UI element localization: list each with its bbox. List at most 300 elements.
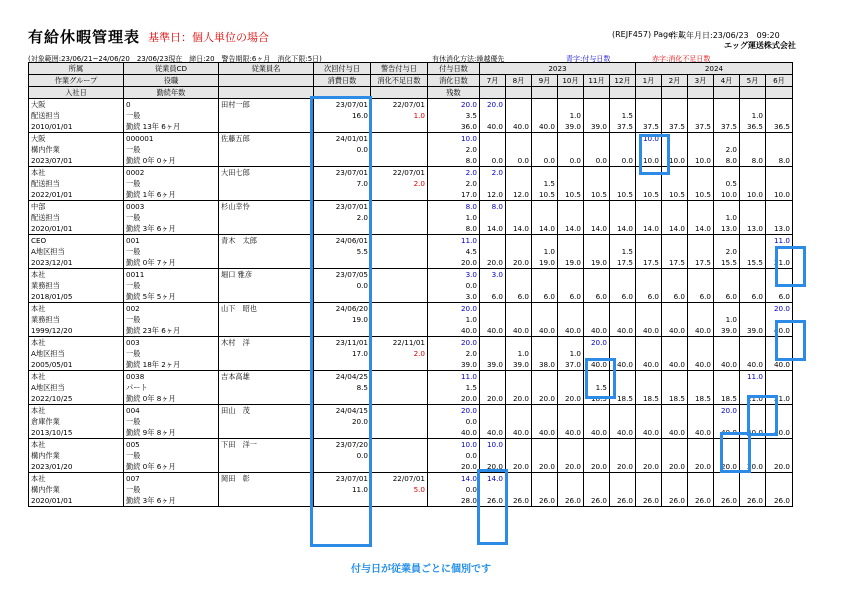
month-grant [662,371,688,383]
month-used [480,280,506,291]
month-used [480,314,506,325]
month-used [662,246,688,257]
month-remaining: 26.0 [610,495,636,507]
blank-cell [219,450,314,461]
dept: 大阪 [29,99,124,111]
month-grant [740,201,766,213]
month-grant [714,439,740,451]
digested-days: 1.0 [428,314,480,325]
month-grant [584,201,610,213]
employee-name: 佐藤五郎 [219,133,314,145]
month-grant [584,303,610,315]
month-grant [506,303,532,315]
dept: 中部 [29,201,124,213]
month-remaining: 17.5 [636,257,662,269]
month-grant [740,235,766,247]
month-used [532,144,558,155]
month-remaining: 40.0 [662,359,688,371]
month-header-blank [532,87,558,99]
grant-days: 11.0 [428,235,480,247]
month-header: 3月 [688,75,714,87]
month-used [740,450,766,461]
month-grant: 20.0 [584,337,610,349]
month-used [662,484,688,495]
month-grant [766,133,793,145]
position: 一般 [124,110,219,121]
employee-row [29,223,793,235]
month-used [688,144,714,155]
month-grant [558,99,584,111]
month-used [766,280,793,291]
month-used [740,212,766,223]
month-header-blank [480,87,506,99]
employee-row [29,405,793,417]
month-grant [688,167,714,179]
month-used [714,416,740,427]
month-grant [610,201,636,213]
month-grant [506,337,532,349]
next-grant-date: 23/07/01 [314,167,371,179]
blank-cell [371,155,428,167]
dept: 大阪 [29,133,124,145]
col-header-digested-days: 消化日数 [428,75,480,87]
month-remaining: 18.5 [688,393,714,405]
employee-name: 下田 洋一 [219,439,314,451]
blank-cell [371,291,428,303]
month-remaining: 40.0 [610,359,636,371]
month-grant [610,99,636,111]
grant-days: 3.0 [428,269,480,281]
report-id: (REJF457) Page: 1 [612,30,684,39]
position: 一般 [124,280,219,291]
employee-name: 田山 茂 [219,405,314,417]
month-used [610,382,636,393]
grant-days: 10.0 [428,439,480,451]
month-remaining: 36.5 [766,121,793,133]
month-used [636,416,662,427]
warning-grant-date: 22/11/01 [371,337,428,349]
month-grant [740,439,766,451]
col-header-dept: 所属 [29,63,124,75]
month-used [740,382,766,393]
blank-cell [219,212,314,223]
month-grant [662,235,688,247]
table-body [29,99,793,507]
month-remaining: 14.0 [558,223,584,235]
warning-grant-date: 22/07/01 [371,473,428,485]
month-remaining: 10.5 [662,189,688,201]
month-used [610,212,636,223]
month-remaining: 39.0 [480,359,506,371]
month-remaining: 40.0 [480,427,506,439]
blank-cell [219,189,314,201]
month-used: 1.0 [714,314,740,325]
month-grant [688,201,714,213]
month-used [480,450,506,461]
month-remaining: 20.0 [506,257,532,269]
next-grant-date: 23/07/01 [314,473,371,485]
position: 一般 [124,484,219,495]
month-used [766,212,793,223]
remaining-days: 8.0 [428,223,480,235]
month-used [688,212,714,223]
month-remaining: 26.0 [714,495,740,507]
header-row [29,87,793,99]
month-remaining: 14.0 [506,223,532,235]
used-days: 8.5 [314,382,371,393]
month-used [558,484,584,495]
remaining-days: 36.0 [428,121,480,133]
month-remaining: 40.0 [714,359,740,371]
employee-row [29,189,793,201]
month-used [740,416,766,427]
employee-row [29,110,793,121]
month-used [636,314,662,325]
month-used [558,246,584,257]
month-used [506,314,532,325]
month-used: 1.5 [532,178,558,189]
month-used [688,416,714,427]
month-grant [584,99,610,111]
shortfall-days [371,144,428,155]
employee-row [29,416,793,427]
month-grant [766,371,793,383]
month-remaining: 40.0 [766,325,793,337]
employee-row [29,178,793,189]
employee-name: 杉山幸怜 [219,201,314,213]
month-used [740,144,766,155]
month-grant [714,337,740,349]
remaining-days: 3.0 [428,291,480,303]
position: 一般 [124,450,219,461]
col-header-tenure: 勤続年数 [124,87,219,99]
month-remaining: 37.5 [610,121,636,133]
dept: 本社 [29,337,124,349]
month-remaining: 20.0 [766,461,793,473]
blank-cell [371,393,428,405]
month-used [584,484,610,495]
month-grant [610,269,636,281]
created-date: 作成年月日:23/06/23 09:20 [670,31,780,40]
month-used [584,178,610,189]
digested-days: 0.0 [428,484,480,495]
employee-row [29,167,793,179]
month-remaining: 20.0 [480,393,506,405]
employee-code: 001 [124,235,219,247]
blank-cell [219,246,314,257]
blank-cell [371,359,428,371]
month-grant [506,235,532,247]
month-used [584,212,610,223]
remaining-days: 40.0 [428,325,480,337]
month-used [610,178,636,189]
month-remaining: 40.0 [584,427,610,439]
month-used [636,144,662,155]
month-remaining: 40.0 [558,427,584,439]
month-used [662,280,688,291]
col-header-hire-date: 入社日 [29,87,124,99]
month-remaining: 40.0 [740,359,766,371]
month-remaining: 0.0 [532,155,558,167]
month-remaining: 18.5 [584,393,610,405]
month-used [610,314,636,325]
employee-row [29,427,793,439]
digested-days: 1.0 [428,212,480,223]
blank-cell [371,257,428,269]
month-remaining: 39.0 [740,325,766,337]
month-grant [506,167,532,179]
month-remaining: 26.0 [558,495,584,507]
blank-cell [371,461,428,473]
employee-row [29,439,793,451]
month-remaining: 40.0 [506,325,532,337]
month-grant [558,269,584,281]
work-group: 倉庫作業 [29,416,124,427]
month-used [662,382,688,393]
next-grant-date: 24/04/25 [314,371,371,383]
month-used [636,382,662,393]
tenure: 勤続 0年 0ヶ月 [124,155,219,167]
month-remaining: 40.0 [480,121,506,133]
blank-cell [219,314,314,325]
employee-name: 青木 太郎 [219,235,314,247]
month-grant [532,201,558,213]
month-used [532,314,558,325]
month-remaining: 26.0 [506,495,532,507]
month-used [558,212,584,223]
month-grant [636,167,662,179]
employee-row [29,133,793,145]
month-used [558,314,584,325]
digested-days: 0.0 [428,280,480,291]
month-grant [688,235,714,247]
digested-days: 4.5 [428,246,480,257]
month-grant: 11.0 [766,235,793,247]
work-group: 配送担当 [29,110,124,121]
month-used [766,382,793,393]
remaining-days: 28.0 [428,495,480,507]
grant-days: 20.0 [428,303,480,315]
shortfall-days [371,450,428,461]
dept: 本社 [29,167,124,179]
month-grant [480,405,506,417]
used-days: 19.0 [314,314,371,325]
month-header: 12月 [610,75,636,87]
month-used [532,348,558,359]
month-remaining: 6.0 [688,291,714,303]
month-used [662,314,688,325]
month-grant: 11.0 [740,371,766,383]
shortfall-days: 5.0 [371,484,428,495]
blank-cell [219,144,314,155]
month-remaining: 13.0 [766,223,793,235]
month-grant [506,473,532,485]
month-remaining: 14.0 [532,223,558,235]
month-used [662,212,688,223]
digested-days: 0.0 [428,416,480,427]
month-grant [714,133,740,145]
month-header: 11月 [584,75,610,87]
month-grant [662,99,688,111]
month-remaining: 37.0 [558,359,584,371]
month-header: 8月 [506,75,532,87]
month-remaining: 21.0 [740,393,766,405]
month-remaining: 10.0 [688,155,714,167]
month-remaining: 20.0 [688,461,714,473]
month-remaining: 17.5 [610,257,636,269]
month-used: 2.0 [714,246,740,257]
month-grant [610,371,636,383]
dept: 本社 [29,303,124,315]
hire-date: 2005/05/01 [29,359,124,371]
month-grant [480,337,506,349]
month-used [506,416,532,427]
hire-date: 2023/07/01 [29,155,124,167]
month-used [506,382,532,393]
blank-cell [219,359,314,371]
work-group: 構内作業 [29,484,124,495]
position: 一般 [124,416,219,427]
month-grant [636,473,662,485]
month-grant [506,201,532,213]
month-grant [610,167,636,179]
month-grant [688,269,714,281]
blank-cell [314,461,371,473]
month-used [558,416,584,427]
grant-days: 10.0 [428,133,480,145]
month-used [662,450,688,461]
month-grant [480,133,506,145]
month-grant: 10.0 [480,439,506,451]
month-grant [506,439,532,451]
month-used [714,382,740,393]
month-grant [766,405,793,417]
month-grant [584,439,610,451]
position: 一般 [124,314,219,325]
month-grant [688,99,714,111]
month-grant: 3.0 [480,269,506,281]
remaining-days: 8.0 [428,155,480,167]
month-grant [506,269,532,281]
month-remaining: 37.5 [662,121,688,133]
blank-cell [219,291,314,303]
dept: 本社 [29,371,124,383]
month-remaining: 0.0 [558,155,584,167]
month-grant [740,269,766,281]
month-grant [688,133,714,145]
month-used [714,110,740,121]
month-grant [558,473,584,485]
blank-cell [219,121,314,133]
month-grant [610,303,636,315]
month-remaining: 20.0 [506,393,532,405]
grant-days: 20.0 [428,337,480,349]
month-used [766,484,793,495]
month-used [688,450,714,461]
month-remaining: 40.0 [584,359,610,371]
month-grant [766,167,793,179]
month-remaining: 40.0 [740,427,766,439]
month-used [766,110,793,121]
month-remaining: 38.0 [532,359,558,371]
month-grant [688,473,714,485]
blank-cell [314,427,371,439]
month-used [506,178,532,189]
month-grant [766,337,793,349]
tenure: 勤続 0年 7ヶ月 [124,257,219,269]
month-remaining: 40.0 [584,325,610,337]
month-used [480,484,506,495]
next-grant-date: 24/04/15 [314,405,371,417]
dept: 本社 [29,269,124,281]
digested-days: 2.0 [428,178,480,189]
month-remaining: 40.0 [688,359,714,371]
month-grant [558,235,584,247]
employee-row [29,484,793,495]
month-used: 1.5 [610,110,636,121]
employee-row [29,291,793,303]
month-used [532,484,558,495]
used-days: 20.0 [314,416,371,427]
used-days: 7.0 [314,178,371,189]
tenure: 勤続 0年 6ヶ月 [124,461,219,473]
blank-cell [371,121,428,133]
month-header: 5月 [740,75,766,87]
warning-grant-date [371,133,428,145]
employee-row [29,359,793,371]
month-used [584,280,610,291]
month-grant: 20.0 [766,303,793,315]
month-remaining: 39.0 [714,325,740,337]
month-used [584,246,610,257]
month-remaining: 37.5 [688,121,714,133]
position: 一般 [124,348,219,359]
month-grant [584,167,610,179]
warning-grant-date [371,439,428,451]
month-grant [480,371,506,383]
year-2023-header: 2023 [480,63,636,75]
month-grant [766,99,793,111]
month-grant [636,99,662,111]
employee-code: 0011 [124,269,219,281]
month-remaining: 14.0 [636,223,662,235]
month-grant [636,269,662,281]
employee-row [29,280,793,291]
month-used [480,382,506,393]
table-header [29,63,793,99]
remaining-days: 20.0 [428,393,480,405]
next-grant-date: 24/01/01 [314,133,371,145]
dept: 本社 [29,439,124,451]
month-remaining: 20.0 [636,461,662,473]
month-grant [662,201,688,213]
warning-grant-date [371,235,428,247]
hire-date: 2023/01/20 [29,461,124,473]
employee-code: 0038 [124,371,219,383]
work-group: 構内作業 [29,144,124,155]
month-remaining: 18.5 [714,393,740,405]
month-used [610,416,636,427]
col-header-used-days: 消費日数 [314,75,371,87]
month-used: 1.0 [506,348,532,359]
month-remaining: 19.0 [532,257,558,269]
month-used [766,450,793,461]
month-remaining: 40.0 [662,427,688,439]
month-header: 4月 [714,75,740,87]
hire-date: 2018/01/05 [29,291,124,303]
month-grant [688,371,714,383]
next-grant-date: 23/07/05 [314,269,371,281]
